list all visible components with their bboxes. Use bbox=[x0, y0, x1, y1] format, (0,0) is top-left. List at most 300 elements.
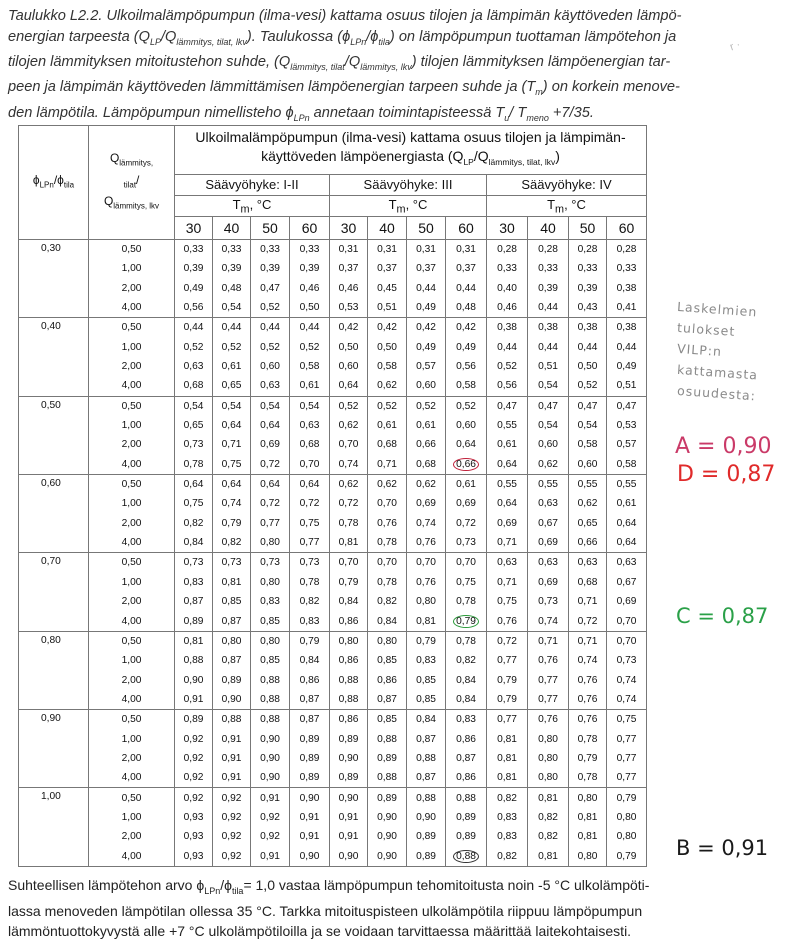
coverage-value-cell: 0,37 bbox=[330, 259, 368, 278]
coverage-value-cell bbox=[446, 611, 487, 631]
coverage-value-cell: 0,75 bbox=[175, 494, 213, 513]
table-row bbox=[19, 670, 647, 689]
coverage-value-cell: 0,78 bbox=[569, 768, 607, 788]
table-header bbox=[19, 126, 647, 240]
coverage-value-cell: 0,55 bbox=[569, 474, 607, 494]
coverage-value-cell: 0,62 bbox=[330, 416, 368, 435]
coverage-value-cell: 0,89 bbox=[213, 670, 251, 689]
coverage-value-cell: 0,91 bbox=[213, 749, 251, 768]
coverage-value-cell: 0,92 bbox=[213, 808, 251, 827]
coverage-value-cell: 0,63 bbox=[569, 553, 607, 573]
coverage-value-cell: 0,39 bbox=[569, 278, 607, 297]
coverage-value-cell: 0,93 bbox=[175, 827, 213, 846]
coverage-value-cell: 0,88 bbox=[213, 710, 251, 730]
temperature-header-cell: 30 bbox=[175, 216, 213, 239]
coverage-value-cell: 0,89 bbox=[290, 768, 330, 788]
coverage-value-cell: 0,88 bbox=[368, 729, 407, 748]
coverage-value-cell: 0,73 bbox=[213, 553, 251, 573]
power-ratio-cell: 1,00 bbox=[19, 788, 89, 866]
coverage-value-cell: 0,33 bbox=[251, 239, 290, 259]
coverage-value-cell: 0,90 bbox=[330, 788, 368, 808]
coverage-value-cell: 0,90 bbox=[330, 749, 368, 768]
coverage-value-cell: 0,78 bbox=[446, 592, 487, 611]
coverage-value-cell: 0,90 bbox=[407, 808, 446, 827]
coverage-value-cell: 0,89 bbox=[368, 749, 407, 768]
coverage-value-cell: 0,85 bbox=[213, 592, 251, 611]
coverage-value-cell: 0,80 bbox=[528, 729, 569, 748]
coverage-value-cell: 0,55 bbox=[487, 474, 528, 494]
energy-ratio-cell: 4,00 bbox=[89, 533, 175, 553]
coverage-value-cell: 0,92 bbox=[213, 788, 251, 808]
coverage-value-cell: 0,86 bbox=[446, 768, 487, 788]
coverage-value-cell: 0,54 bbox=[213, 298, 251, 318]
coverage-value-cell: 0,76 bbox=[528, 651, 569, 670]
energy-ratio-cell: 0,50 bbox=[89, 474, 175, 494]
coverage-value-cell: 0,81 bbox=[528, 788, 569, 808]
coverage-value-cell: 0,86 bbox=[290, 670, 330, 689]
energy-ratio-cell: 4,00 bbox=[89, 690, 175, 710]
power-ratio-cell: 0,70 bbox=[19, 553, 89, 631]
energy-ratio-cell: 2,00 bbox=[89, 749, 175, 768]
coverage-value-cell: 0,47 bbox=[251, 278, 290, 297]
coverage-value-cell: 0,72 bbox=[446, 514, 487, 533]
coverage-value-cell: 0,79 bbox=[487, 670, 528, 689]
coverage-value-cell: 0,42 bbox=[368, 318, 407, 338]
coverage-value-cell: 0,79 bbox=[569, 749, 607, 768]
table-caption bbox=[8, 6, 720, 128]
coverage-value-cell: 0,90 bbox=[175, 670, 213, 689]
coverage-value-cell: 0,46 bbox=[487, 298, 528, 318]
coverage-value-cell: 0,44 bbox=[290, 318, 330, 338]
coverage-value-cell: 0,62 bbox=[330, 474, 368, 494]
handwritten-answer-d: D = 0,87 bbox=[677, 462, 776, 487]
coverage-value-cell: 0,64 bbox=[487, 455, 528, 475]
coverage-value-cell bbox=[446, 846, 487, 866]
coverage-value-cell: 0,92 bbox=[251, 827, 290, 846]
coverage-value-cell: 0,77 bbox=[607, 749, 647, 768]
coverage-value-cell: 0,72 bbox=[251, 455, 290, 475]
coverage-value-cell: 0,78 bbox=[368, 533, 407, 553]
coverage-value-cell: 0,63 bbox=[175, 357, 213, 376]
coverage-value-cell: 0,47 bbox=[569, 396, 607, 416]
energy-ratio-cell: 4,00 bbox=[89, 376, 175, 396]
table-row bbox=[19, 376, 647, 396]
coverage-value-cell: 0,33 bbox=[175, 239, 213, 259]
coverage-value-cell: 0,70 bbox=[407, 553, 446, 573]
coverage-value-cell: 0,39 bbox=[213, 259, 251, 278]
coverage-value-cell: 0,62 bbox=[407, 474, 446, 494]
energy-ratio-cell: 2,00 bbox=[89, 435, 175, 454]
coverage-value-cell: 0,81 bbox=[407, 611, 446, 631]
header-zone-1-2: Säävyöhyke: I-II bbox=[175, 174, 330, 195]
coverage-value-cell: 0,52 bbox=[251, 298, 290, 318]
coverage-value-cell: 0,80 bbox=[330, 631, 368, 651]
coverage-value-cell: 0,33 bbox=[213, 239, 251, 259]
coverage-value-cell: 0,55 bbox=[487, 416, 528, 435]
footer-note bbox=[8, 875, 708, 941]
coverage-value-cell: 0,39 bbox=[251, 259, 290, 278]
coverage-value-cell: 0,31 bbox=[446, 239, 487, 259]
energy-ratio-cell: 0,50 bbox=[89, 239, 175, 259]
coverage-value-cell: 0,69 bbox=[251, 435, 290, 454]
table-row bbox=[19, 710, 647, 730]
coverage-value-cell: 0,52 bbox=[569, 376, 607, 396]
caption-line-1: Taulukko L2.2. Ulkoilmalämpöpumpun (ilma-vesi) kattama osuus tilojen ja lämpimän käyttöveden lämpö- bbox=[8, 8, 682, 24]
header-coverage-title: Ulkoilmalämpöpumpun (ilma-vesi) kattama osuus tilojen ja lämpimän- käyttöveden lämpöenergiasta $(Q_{LP}/Q_{lämmitys, tilat, lkv})$ bbox=[175, 126, 647, 175]
table-body bbox=[19, 239, 647, 866]
energy-ratio-cell: 1,00 bbox=[89, 338, 175, 357]
coverage-value-cell: 0,85 bbox=[407, 690, 446, 710]
coverage-value-cell: 0,64 bbox=[213, 416, 251, 435]
coverage-value-cell: 0,91 bbox=[290, 827, 330, 846]
caption-line-2: energian tarpeesta $(Q_{LP}/Q_{lämmitys, tilat, lkv})$. Taulukossa $(\phi_{LPn}/\phi_{tila})$ on lämpöpumpun tuottaman lämpötehon ja bbox=[8, 28, 677, 47]
coverage-value-cell: 0,28 bbox=[569, 239, 607, 259]
coverage-value-cell: 0,60 bbox=[446, 416, 487, 435]
coverage-value-cell: 0,70 bbox=[368, 553, 407, 573]
coverage-value-cell: 0,70 bbox=[290, 455, 330, 475]
coverage-value-cell: 0,74 bbox=[607, 670, 647, 689]
coverage-value-cell: 0,87 bbox=[446, 749, 487, 768]
energy-ratio-cell: 1,00 bbox=[89, 651, 175, 670]
coverage-value-cell: 0,92 bbox=[213, 827, 251, 846]
coverage-value-cell: 0,81 bbox=[569, 808, 607, 827]
coverage-value-cell: 0,60 bbox=[251, 357, 290, 376]
coverage-value-cell: 0,69 bbox=[607, 592, 647, 611]
coverage-value-cell: 0,87 bbox=[368, 690, 407, 710]
coverage-value-cell: 0,41 bbox=[607, 298, 647, 318]
energy-ratio-cell: 0,50 bbox=[89, 631, 175, 651]
coverage-value-cell: 0,77 bbox=[528, 670, 569, 689]
table-row bbox=[19, 808, 647, 827]
coverage-value-cell: 0,70 bbox=[368, 494, 407, 513]
coverage-value-cell: 0,93 bbox=[175, 846, 213, 866]
table-row bbox=[19, 298, 647, 318]
coverage-value-cell: 0,79 bbox=[213, 514, 251, 533]
energy-ratio-cell: 4,00 bbox=[89, 455, 175, 475]
coverage-value-cell: 0,64 bbox=[446, 435, 487, 454]
table-row bbox=[19, 592, 647, 611]
coverage-value-cell: 0,92 bbox=[175, 788, 213, 808]
coverage-value-cell: 0,51 bbox=[607, 376, 647, 396]
coverage-value-cell: 0,58 bbox=[446, 376, 487, 396]
coverage-value-cell: 0,31 bbox=[330, 239, 368, 259]
coverage-value-cell: 0,89 bbox=[290, 749, 330, 768]
coverage-value-cell: 0,61 bbox=[290, 376, 330, 396]
coverage-value-cell: 0,60 bbox=[528, 435, 569, 454]
coverage-value-cell: 0,46 bbox=[290, 278, 330, 297]
energy-ratio-cell: 0,50 bbox=[89, 788, 175, 808]
coverage-value-cell: 0,44 bbox=[528, 298, 569, 318]
coverage-value-cell: 0,50 bbox=[368, 338, 407, 357]
coverage-value-cell: 0,82 bbox=[446, 651, 487, 670]
coverage-value-cell: 0,44 bbox=[175, 318, 213, 338]
coverage-value-cell: 0,69 bbox=[528, 533, 569, 553]
footer-line-2: lassa menoveden lämpötilan ollessa 35 °C. Tarkka mitoituspisteen ulkolämpötila riippuu lämpöpumpun bbox=[8, 902, 643, 919]
coverage-value-cell: 0,87 bbox=[175, 592, 213, 611]
coverage-value-cell: 0,60 bbox=[330, 357, 368, 376]
coverage-value-cell: 0,64 bbox=[175, 474, 213, 494]
coverage-value-cell: 0,91 bbox=[330, 827, 368, 846]
coverage-value-cell: 0,42 bbox=[330, 318, 368, 338]
coverage-value-cell: 0,84 bbox=[368, 611, 407, 631]
coverage-value-cell: 0,63 bbox=[528, 553, 569, 573]
table-row bbox=[19, 827, 647, 846]
coverage-value-cell: 0,72 bbox=[569, 611, 607, 631]
coverage-value-cell: 0,72 bbox=[290, 494, 330, 513]
table-row bbox=[19, 690, 647, 710]
coverage-value-cell: 0,52 bbox=[407, 396, 446, 416]
coverage-value-cell: 0,79 bbox=[607, 788, 647, 808]
handwritten-note: Laskelmien tulokset VILP:n kattamasta osuudesta: bbox=[676, 298, 759, 404]
coverage-value-cell: 0,58 bbox=[569, 435, 607, 454]
table-row bbox=[19, 455, 647, 475]
coverage-value-cell: 0,86 bbox=[330, 710, 368, 730]
energy-ratio-cell: 0,50 bbox=[89, 396, 175, 416]
coverage-value-cell: 0,44 bbox=[251, 318, 290, 338]
coverage-value-cell: 0,78 bbox=[290, 573, 330, 592]
coverage-value-cell: 0,38 bbox=[607, 318, 647, 338]
coverage-value-cell: 0,89 bbox=[290, 729, 330, 748]
coverage-value-cell: 0,62 bbox=[569, 494, 607, 513]
coverage-value-cell: 0,89 bbox=[407, 846, 446, 866]
coverage-value-cell: 0,57 bbox=[407, 357, 446, 376]
coverage-value-cell: 0,47 bbox=[487, 396, 528, 416]
coverage-value-cell: 0,72 bbox=[487, 631, 528, 651]
coverage-value-cell: 0,78 bbox=[569, 729, 607, 748]
coverage-value-cell: 0,81 bbox=[213, 573, 251, 592]
coverage-value-cell: 0,76 bbox=[407, 533, 446, 553]
coverage-value-cell: 0,91 bbox=[290, 808, 330, 827]
handwritten-answer-b: B = 0,91 bbox=[676, 836, 769, 860]
coverage-value-cell: 0,75 bbox=[446, 573, 487, 592]
coverage-value-cell: 0,73 bbox=[175, 553, 213, 573]
coverage-value-cell: 0,60 bbox=[407, 376, 446, 396]
coverage-value-cell: 0,50 bbox=[290, 298, 330, 318]
table-row bbox=[19, 357, 647, 376]
coverage-value-cell: 0,49 bbox=[607, 357, 647, 376]
coverage-value-cell: 0,67 bbox=[607, 573, 647, 592]
caption-line-4: peen ja lämpimän käyttöveden lämmittämisen lämpöenergian tarpeen suhde ja $(T_m)$ on korkein menove- bbox=[8, 79, 680, 98]
coverage-value-cell: 0,87 bbox=[213, 651, 251, 670]
table-row bbox=[19, 749, 647, 768]
table-row bbox=[19, 573, 647, 592]
coverage-value-cell: 0,89 bbox=[330, 729, 368, 748]
coverage-value-cell: 0,54 bbox=[528, 416, 569, 435]
energy-ratio-cell: 0,50 bbox=[89, 710, 175, 730]
coverage-value-cell: 0,33 bbox=[607, 259, 647, 278]
coverage-value-cell: 0,40 bbox=[487, 278, 528, 297]
coverage-value-cell: 0,76 bbox=[569, 710, 607, 730]
coverage-value-cell: 0,63 bbox=[487, 553, 528, 573]
coverage-value-cell: 0,90 bbox=[368, 846, 407, 866]
coverage-value-cell: 0,70 bbox=[330, 553, 368, 573]
coverage-value-cell: 0,64 bbox=[251, 416, 290, 435]
coverage-value-cell: 0,89 bbox=[368, 788, 407, 808]
coverage-value-cell: 0,82 bbox=[290, 592, 330, 611]
coverage-value-cell: 0,80 bbox=[213, 631, 251, 651]
coverage-value-cell: 0,74 bbox=[528, 611, 569, 631]
coverage-value-cell: 0,78 bbox=[330, 514, 368, 533]
coverage-value-cell: 0,54 bbox=[528, 376, 569, 396]
coverage-value-cell: 0,57 bbox=[607, 435, 647, 454]
table-row bbox=[19, 553, 647, 573]
coverage-value-cell: 0,71 bbox=[487, 533, 528, 553]
coverage-value-cell: 0,92 bbox=[175, 768, 213, 788]
coverage-value-cell: 0,88 bbox=[251, 690, 290, 710]
table-row bbox=[19, 474, 647, 494]
coverage-value-cell: 0,43 bbox=[569, 298, 607, 318]
coverage-value-cell: 0,38 bbox=[528, 318, 569, 338]
coverage-value-cell: 0,70 bbox=[330, 435, 368, 454]
coverage-value-cell: 0,81 bbox=[528, 846, 569, 866]
coverage-value-cell: 0,90 bbox=[251, 729, 290, 748]
coverage-value-cell: 0,74 bbox=[607, 690, 647, 710]
coverage-value-cell: 0,52 bbox=[290, 338, 330, 357]
coverage-value-cell: 0,87 bbox=[290, 690, 330, 710]
coverage-value-cell: 0,87 bbox=[407, 768, 446, 788]
table-row bbox=[19, 416, 647, 435]
coverage-value-cell: 0,65 bbox=[175, 416, 213, 435]
coverage-value-cell: 0,80 bbox=[407, 592, 446, 611]
coverage-value-cell: 0,73 bbox=[446, 533, 487, 553]
coverage-value-cell: 0,82 bbox=[213, 533, 251, 553]
coverage-value-cell: 0,91 bbox=[213, 768, 251, 788]
coverage-value-cell: 0,65 bbox=[569, 514, 607, 533]
coverage-value-cell: 0,91 bbox=[330, 808, 368, 827]
coverage-value-cell: 0,76 bbox=[569, 690, 607, 710]
coverage-value-cell: 0,90 bbox=[251, 749, 290, 768]
coverage-value-cell: 0,75 bbox=[290, 514, 330, 533]
coverage-value-cell: 0,87 bbox=[290, 710, 330, 730]
coverage-value-cell: 0,73 bbox=[607, 651, 647, 670]
table-row bbox=[19, 631, 647, 651]
coverage-value-cell: 0,47 bbox=[607, 396, 647, 416]
coverage-value-cell: 0,44 bbox=[487, 338, 528, 357]
coverage-value-cell: 0,83 bbox=[290, 611, 330, 631]
header-zone-3: Säävyöhyke: III bbox=[330, 174, 487, 195]
energy-ratio-cell: 4,00 bbox=[89, 846, 175, 866]
coverage-value-cell: 0,82 bbox=[487, 788, 528, 808]
energy-ratio-cell: 2,00 bbox=[89, 514, 175, 533]
coverage-value-cell: 0,64 bbox=[213, 474, 251, 494]
coverage-value-cell: 0,70 bbox=[446, 553, 487, 573]
coverage-value-cell: 0,77 bbox=[607, 768, 647, 788]
coverage-value-cell: 0,55 bbox=[528, 474, 569, 494]
coverage-value-cell: 0,70 bbox=[607, 631, 647, 651]
coverage-value-cell: 0,61 bbox=[407, 416, 446, 435]
coverage-value-cell: 0,80 bbox=[607, 808, 647, 827]
coverage-value-cell: 0,81 bbox=[487, 768, 528, 788]
coverage-value-cell: 0,85 bbox=[251, 611, 290, 631]
energy-ratio-cell: 2,00 bbox=[89, 592, 175, 611]
coverage-value-cell: 0,91 bbox=[251, 788, 290, 808]
coverage-value-cell: 0,37 bbox=[446, 259, 487, 278]
coverage-value-cell: 0,80 bbox=[251, 533, 290, 553]
table-row bbox=[19, 514, 647, 533]
coverage-value-cell: 0,73 bbox=[175, 435, 213, 454]
coverage-value-cell: 0,39 bbox=[528, 278, 569, 297]
coverage-value-cell: 0,85 bbox=[368, 651, 407, 670]
energy-ratio-cell: 1,00 bbox=[89, 573, 175, 592]
coverage-value-cell: 0,33 bbox=[290, 239, 330, 259]
coverage-value-cell: 0,71 bbox=[569, 631, 607, 651]
coverage-value-cell: 0,44 bbox=[446, 278, 487, 297]
coverage-value-cell: 0,74 bbox=[330, 455, 368, 475]
energy-ratio-cell: 1,00 bbox=[89, 259, 175, 278]
coverage-value-cell: 0,48 bbox=[213, 278, 251, 297]
temperature-header-cell: 60 bbox=[290, 216, 330, 239]
coverage-value-cell: 0,69 bbox=[407, 494, 446, 513]
coverage-value-cell: 0,82 bbox=[487, 846, 528, 866]
header-tm-label: $T_m$, °C bbox=[330, 195, 487, 216]
energy-ratio-cell: 1,00 bbox=[89, 416, 175, 435]
coverage-value-cell: 0,88 bbox=[251, 710, 290, 730]
header-tm-label: $T_m$, °C bbox=[487, 195, 647, 216]
coverage-value-cell: 0,80 bbox=[607, 827, 647, 846]
coverage-value-cell: 0,92 bbox=[213, 846, 251, 866]
energy-ratio-cell: 4,00 bbox=[89, 611, 175, 631]
coverage-value-cell: 0,49 bbox=[407, 298, 446, 318]
coverage-value-cell: 0,37 bbox=[407, 259, 446, 278]
coverage-value-cell: 0,44 bbox=[569, 338, 607, 357]
table-row bbox=[19, 611, 647, 631]
energy-ratio-cell: 4,00 bbox=[89, 768, 175, 788]
table-row bbox=[19, 239, 647, 259]
coverage-value-cell: 0,79 bbox=[330, 573, 368, 592]
coverage-value-cell: 0,91 bbox=[251, 846, 290, 866]
coverage-value-cell: 0,83 bbox=[487, 827, 528, 846]
coverage-value-cell: 0,72 bbox=[251, 494, 290, 513]
coverage-value-cell: 0,38 bbox=[487, 318, 528, 338]
coverage-value-cell: 0,63 bbox=[528, 494, 569, 513]
coverage-value-cell: 0,55 bbox=[607, 474, 647, 494]
coverage-value-cell: 0,54 bbox=[213, 396, 251, 416]
coverage-value-cell: 0,58 bbox=[368, 357, 407, 376]
coverage-value-cell: 0,69 bbox=[446, 494, 487, 513]
coverage-value-cell: 0,75 bbox=[213, 455, 251, 475]
coverage-value-cell: 0,81 bbox=[330, 533, 368, 553]
coverage-value-cell: 0,93 bbox=[175, 808, 213, 827]
coverage-value-cell: 0,71 bbox=[487, 573, 528, 592]
coverage-value-cell: 0,39 bbox=[175, 259, 213, 278]
coverage-value-cell: 0,68 bbox=[175, 376, 213, 396]
table-row bbox=[19, 533, 647, 553]
coverage-value-cell: 0,90 bbox=[368, 827, 407, 846]
coverage-value-cell: 0,83 bbox=[175, 573, 213, 592]
coverage-value-cell: 0,88 bbox=[175, 651, 213, 670]
coverage-value-cell: 0,28 bbox=[487, 239, 528, 259]
coverage-value-cell: 0,42 bbox=[446, 318, 487, 338]
coverage-value-cell: 0,89 bbox=[407, 827, 446, 846]
table-row bbox=[19, 729, 647, 748]
coverage-value-cell: 0,75 bbox=[607, 710, 647, 730]
coverage-value-cell: 0,80 bbox=[368, 631, 407, 651]
table-row bbox=[19, 318, 647, 338]
coverage-value-cell: 0,44 bbox=[607, 338, 647, 357]
power-ratio-cell: 0,50 bbox=[19, 396, 89, 474]
coverage-value-cell: 0,68 bbox=[569, 573, 607, 592]
coverage-value-cell: 0,84 bbox=[330, 592, 368, 611]
coverage-value-cell: 0,54 bbox=[251, 396, 290, 416]
coverage-value-cell: 0,83 bbox=[251, 592, 290, 611]
coverage-value-cell: 0,76 bbox=[407, 573, 446, 592]
energy-ratio-cell: 2,00 bbox=[89, 827, 175, 846]
coverage-value-cell: 0,89 bbox=[175, 710, 213, 730]
coverage-value-cell: 0,64 bbox=[290, 474, 330, 494]
coverage-value-cell: 0,87 bbox=[407, 729, 446, 748]
coverage-value-cell: 0,82 bbox=[528, 827, 569, 846]
circled-value: 0,79 bbox=[453, 615, 479, 628]
